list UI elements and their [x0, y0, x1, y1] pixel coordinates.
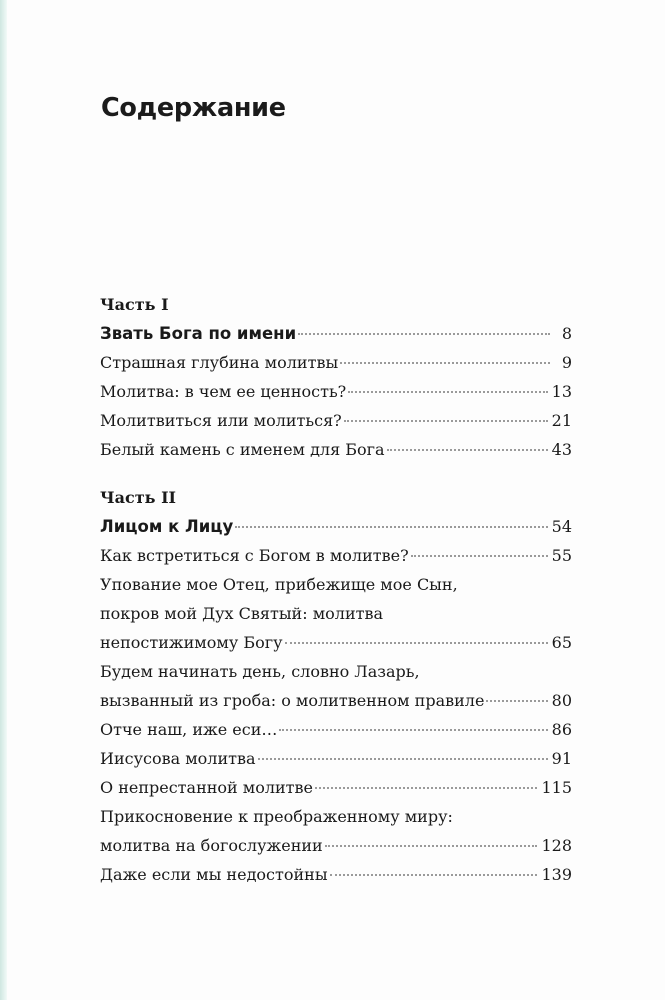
part-label: Часть II: [100, 488, 177, 507]
dot-leader: [486, 700, 547, 702]
toc-entry: [100, 744, 572, 773]
toc-section-heading: [100, 319, 572, 348]
toc-entry-title: Иисусова молитва: [100, 749, 256, 768]
page-number: 8: [561, 324, 572, 343]
toc-part-2: [100, 484, 572, 889]
toc-entry-title: вызванный из гроба: о молитвенном правиле: [100, 691, 485, 710]
toc-entry-line: [100, 657, 572, 686]
dot-leader: [340, 362, 550, 364]
toc-entry-title: Молитвиться или молиться?: [100, 411, 342, 430]
page-number: 21: [551, 411, 572, 430]
dot-leader: [258, 758, 548, 760]
toc-entry-title: Звать Бога по имени: [100, 324, 297, 343]
toc-entry-line: [100, 512, 572, 541]
page-edge: [0, 0, 7, 1000]
toc-entry: [100, 657, 572, 715]
toc-entry: [100, 435, 572, 464]
toc-entry-line: [100, 715, 572, 744]
toc-entry-title: непостижимому Богу: [100, 633, 283, 652]
toc-entry: [100, 541, 572, 570]
toc-entry-title: Будем начинать день, словно Лазарь,: [100, 662, 420, 681]
toc-entry-line: [100, 831, 572, 860]
page-number: 65: [551, 633, 572, 652]
toc-section-heading: [100, 512, 572, 541]
page-title: Содержание: [101, 93, 286, 123]
toc-entry-line: [100, 860, 572, 889]
toc-entry: [100, 377, 572, 406]
toc-entry-line: [100, 802, 572, 831]
dot-leader: [411, 555, 548, 557]
toc-entry-line: [100, 435, 572, 464]
toc-entry: [100, 406, 572, 435]
toc-entry-list: [100, 319, 572, 464]
toc-entry-line: [100, 773, 572, 802]
page-number: 86: [551, 720, 572, 739]
toc-entry-line: [100, 686, 572, 715]
toc-part-1: [100, 291, 572, 464]
page-number: 43: [551, 440, 572, 459]
part-label: Часть I: [100, 295, 169, 314]
page-number: 9: [561, 353, 572, 372]
toc-entry-line: [100, 599, 572, 628]
toc-entry-line: [100, 377, 572, 406]
toc-entry-line: [100, 319, 572, 348]
toc-entry: [100, 348, 572, 377]
toc-entry-list: [100, 512, 572, 889]
dot-leader: [298, 333, 550, 335]
toc-entry-line: [100, 570, 572, 599]
dot-leader: [348, 391, 547, 393]
toc-entry-title: покров мой Дух Святый: молитва: [100, 604, 383, 623]
toc-entry-title: Даже если мы недостойны: [100, 865, 328, 884]
toc-entry-title: Молитва: в чем ее ценность?: [100, 382, 347, 401]
toc-entry-title: Прикосновение к преображенному миру:: [100, 807, 453, 826]
toc-entry-line: [100, 744, 572, 773]
dot-leader: [235, 526, 547, 528]
toc-entry-line: [100, 541, 572, 570]
dot-leader: [344, 420, 548, 422]
toc-entry-title: Белый камень с именем для Бога: [100, 440, 385, 459]
book-page: [100, 0, 572, 1000]
toc-entry-title: О непрестанной молитве: [100, 778, 314, 797]
page-number: 55: [551, 546, 572, 565]
toc-entry-title: Упование мое Отец, прибежище мое Сын,: [100, 575, 458, 594]
toc-entry-title: Как встретиться с Богом в молитве?: [100, 546, 409, 565]
toc-entry-title: Лицом к Лицу: [100, 517, 234, 536]
dot-leader: [279, 729, 547, 731]
page-number: 128: [541, 836, 572, 855]
dot-leader: [330, 874, 538, 876]
toc-entry-title: молитва на богослужении: [100, 836, 323, 855]
page-number: 139: [541, 865, 572, 884]
page-number: 54: [551, 517, 572, 536]
toc-entry: [100, 773, 572, 802]
page-number: 115: [541, 778, 572, 797]
dot-leader: [325, 845, 538, 847]
toc-entry-title: Отче наш, иже еси…: [100, 720, 278, 739]
toc-entry: [100, 715, 572, 744]
toc-entry-line: [100, 406, 572, 435]
toc-entry-line: [100, 628, 572, 657]
page-number: 80: [551, 691, 572, 710]
toc-entry: [100, 570, 572, 657]
page-number: 13: [551, 382, 572, 401]
toc-entry-line: [100, 348, 572, 377]
toc-entry: [100, 802, 572, 860]
page-number: 91: [551, 749, 572, 768]
dot-leader: [285, 642, 548, 644]
toc-entry: [100, 860, 572, 889]
dot-leader: [315, 787, 537, 789]
dot-leader: [387, 449, 548, 451]
toc-entry-title: Страшная глубина молитвы: [100, 353, 339, 372]
